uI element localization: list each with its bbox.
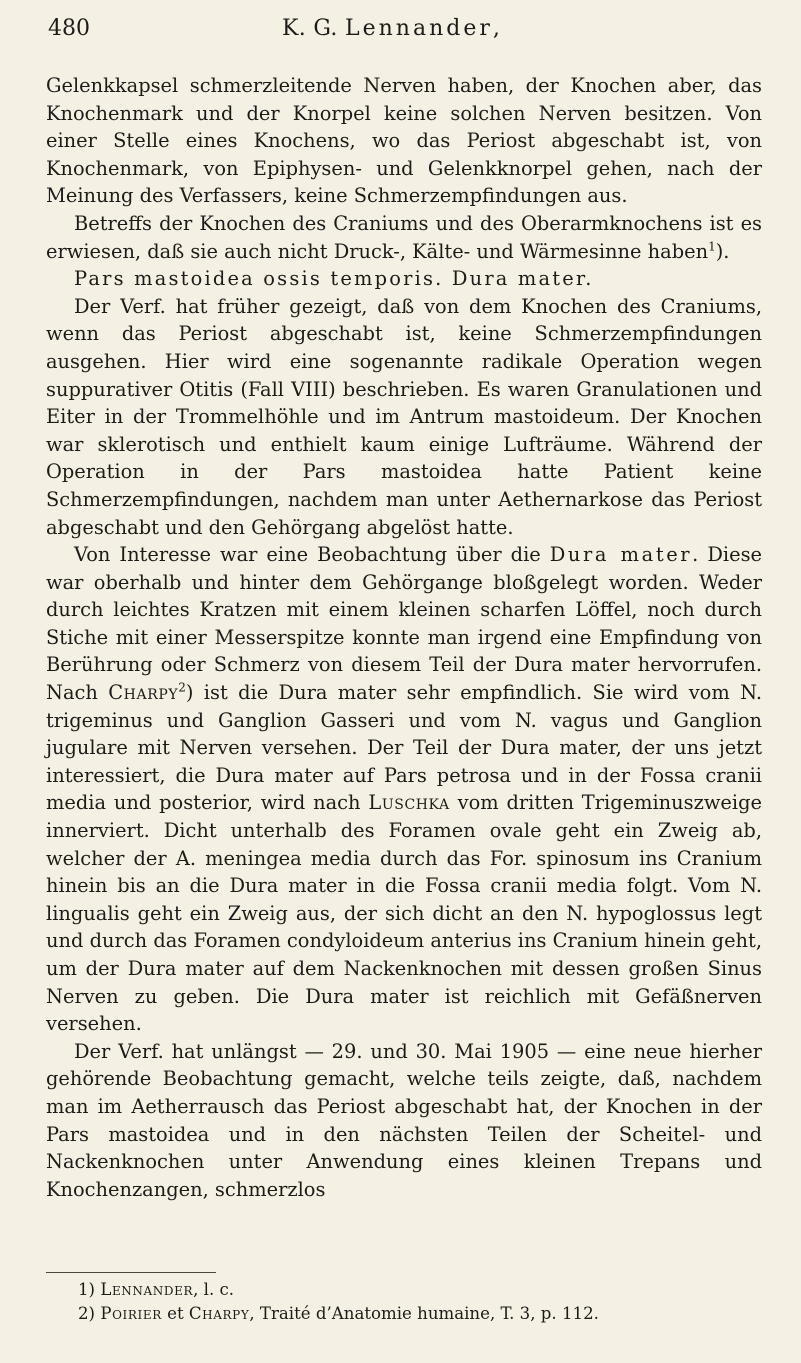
running-head-comma: ,	[492, 16, 501, 41]
page-number: 480	[48, 16, 90, 41]
footnote-2-author-1: Poirier	[100, 1304, 162, 1323]
paragraph-2-end: ).	[715, 239, 730, 263]
main-text	[46, 72, 762, 1203]
paragraph-4	[46, 541, 762, 1038]
footnote-ref-2: 2	[178, 680, 186, 695]
footnote-2-conjunction: et	[161, 1304, 189, 1323]
footnote-2-author-2: Charpy	[188, 1304, 250, 1323]
section-heading: Pars mastoidea ossis temporis. Dura mater.	[74, 267, 594, 291]
footnote-2	[78, 1302, 762, 1326]
footnote-2-text: , Traité d’Anatomie humaine, T. 3, p. 112.	[249, 1304, 599, 1323]
author-luschka: Luschka	[368, 791, 450, 815]
paragraph-4-part-b: . Diese war oberhalb und hinter dem Gehörgange bloßgelegt worden. Weder durch leichtes Kratzen mit einem kleinen scharfen Löffel, noch durch Stiche mit einer Messerspitze konnte man irgend eine Empfindung von Berührung oder Schmerz von diesem Teil der Dura mater hervorrufen. Nach	[46, 543, 762, 705]
running-head	[282, 16, 500, 41]
paragraph-4-part-a: Von Interesse war eine Beobachtung über die	[74, 543, 550, 567]
paragraph-2	[46, 210, 762, 265]
paragraph-3: Der Verf. hat früher gezeigt, daß von dem Knochen des Craniums, wenn das Periost abgeschabt ist, keine Schmerzempfindungen ausgehen. Hier wird eine sogenannte radikale Operation wegen suppurativer Otitis (Fall VIII) beschrieben. Es waren Granulationen und Eiter in der Trommelhöhle und im Antrum mastoideum. Der Knochen war sklerotisch und enthielt kaum einige Lufträume. Während der Operation in der Pars mastoidea hatte Patient keine Schmerzempfindungen, nachdem man unter Aethernarkose das Periost abgeschabt und den Gehörgang abgelöst hatte.	[46, 294, 762, 539]
running-head-author: Lennander	[345, 16, 493, 41]
footnote-separator	[46, 1272, 216, 1273]
footnote-1-text: , l. c.	[193, 1280, 235, 1299]
footnote-ref-1: 1	[708, 239, 716, 254]
paragraph-2-text: Betreffs der Knochen des Craniums und des Oberarmknochens ist es erwiesen, daß sie auch nicht Druck-, Kälte- und Wärmesinne haben	[46, 211, 762, 263]
running-head-initials: K. G.	[282, 16, 345, 41]
footnote-1-number: 1)	[78, 1280, 96, 1299]
paragraph-1: Gelenkkapsel schmerzleitende Nerven haben, der Knochen aber, das Knochenmark und der Knorpel keine solchen Nerven besitzen. Von einer Stelle eines Knochens, wo das Periost abgeschabt ist, von Knochenmark, von Epiphysen- und Gelenkknorpel gehen, nach der Meinung des Verfassers, keine Schmerzempfindungen aus.	[46, 74, 762, 208]
dura-mater-emphasis: Dura mater	[549, 543, 693, 567]
footnote-1	[78, 1278, 762, 1302]
paragraph-4-part-d: vom dritten Trigeminuszweige innerviert. Dicht unterhalb des Foramen ovale geht ein Zweig ab, welcher der A. meningea media durch das For. spinosum ins Cranium hinein bis an die Dura mater in die Fossa cranii media folgt. Vom N. lingualis geht ein Zweig aus, der sich dicht an den N. hypoglossus legt und durch das Foramen condyloideum anterius ins Cranium hinein geht, um der Dura mater auf dem Nackenknochen mit dessen großen Sinus Nerven zu geben. Die Dura mater ist reichlich mit Gefäßnerven versehen.	[46, 791, 762, 1036]
paragraph-4-part-c: ) ist die Dura mater sehr empfindlich. Sie wird vom N. trigeminus und Ganglion Gasseri und vom N. vagus und Ganglion jugulare mit Nerven versehen. Der Teil der Dura mater, der uns jetzt interessiert, die Dura mater auf Pars petrosa und in der Fossa cranii media und posterior, wird nach	[46, 681, 762, 815]
author-charpy: Charpy	[108, 681, 179, 705]
paragraph-5: Der Verf. hat unlängst — 29. und 30. Mai 1905 — eine neue hierher gehörende Beobachtung gemacht, welche teils zeigte, daß, nachdem man im Aetherrausch das Periost abgeschabt hat, der Knochen in der Pars mastoidea und in den nächsten Teilen der Scheitel- und Nackenknochen unter Anwendung eines kleinen Trepans und Knochenzangen, schmerzlos	[46, 1039, 762, 1201]
page-header	[48, 8, 761, 54]
footnote-1-author: Lennander	[100, 1280, 194, 1299]
footnote-2-number: 2)	[78, 1304, 96, 1323]
footnotes	[46, 1278, 762, 1326]
